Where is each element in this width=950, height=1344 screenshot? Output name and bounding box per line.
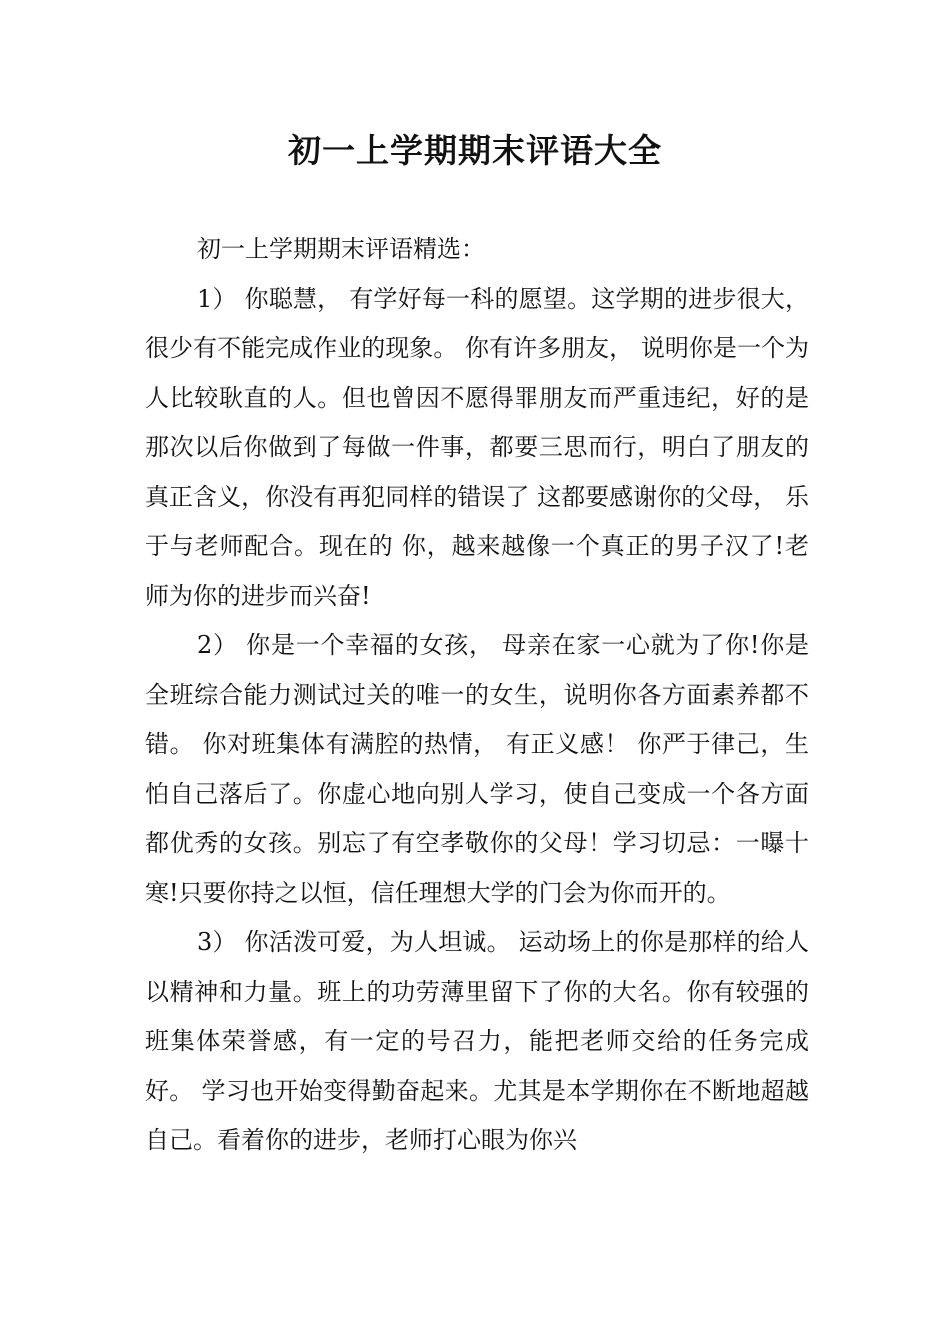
comment-paragraph-2: 2） 你是一个幸福的女孩， 母亲在家一心就为了你!你是全班综合能力测试过关的唯一的女生，说明你各方面素养都不错。 你对班集体有满腔的热情， 有正义感！ 你严于律己，生怕自己落后了。你虚心地向别人学习，使自己变成一个各方面都优秀的女孩。别忘了有空孝敬你的父母！学习切忌：一曝十寒!只要你持之以恒，信任理想大学的门会为你而开的。 xyxy=(145,631,809,907)
intro-paragraph: 初一上学期期末评语精选： xyxy=(197,235,485,263)
comment-paragraph-1: 1） 你聪慧， 有学好每一科的愿望。这学期的进步很大， 很少有不能完成作业的现象。 你有许多朋友， 说明你是一个为人比较耿直的人。但也曾因不愿得罪朋友而严重违纪，好的是那次以后你做到了每做一件事，都要三思而行，明白了朋友的真正含义，你没有再犯同样的错误了 这都要感谢你的父母， 乐于与老师配合。现在的 你，越来越像一个真正的男子汉了!老师为你的进步而兴奋! xyxy=(145,284,809,610)
document-body xyxy=(145,225,809,1166)
comment-paragraph-3: 3） 你活泼可爱，为人坦诚。 运动场上的你是那样的给人以精神和力量。班上的功劳薄里留下了你的大名。你有较强的班集体荣誉感，有一定的号召力，能把老师交给的任务完成好。 学习也开始变得勤奋起来。尤其是本学期你在不断地超越自己。看着你的进步，老师打心眼为你兴 xyxy=(145,928,809,1154)
document-title: 初一上学期期末评语大全 xyxy=(288,131,662,170)
